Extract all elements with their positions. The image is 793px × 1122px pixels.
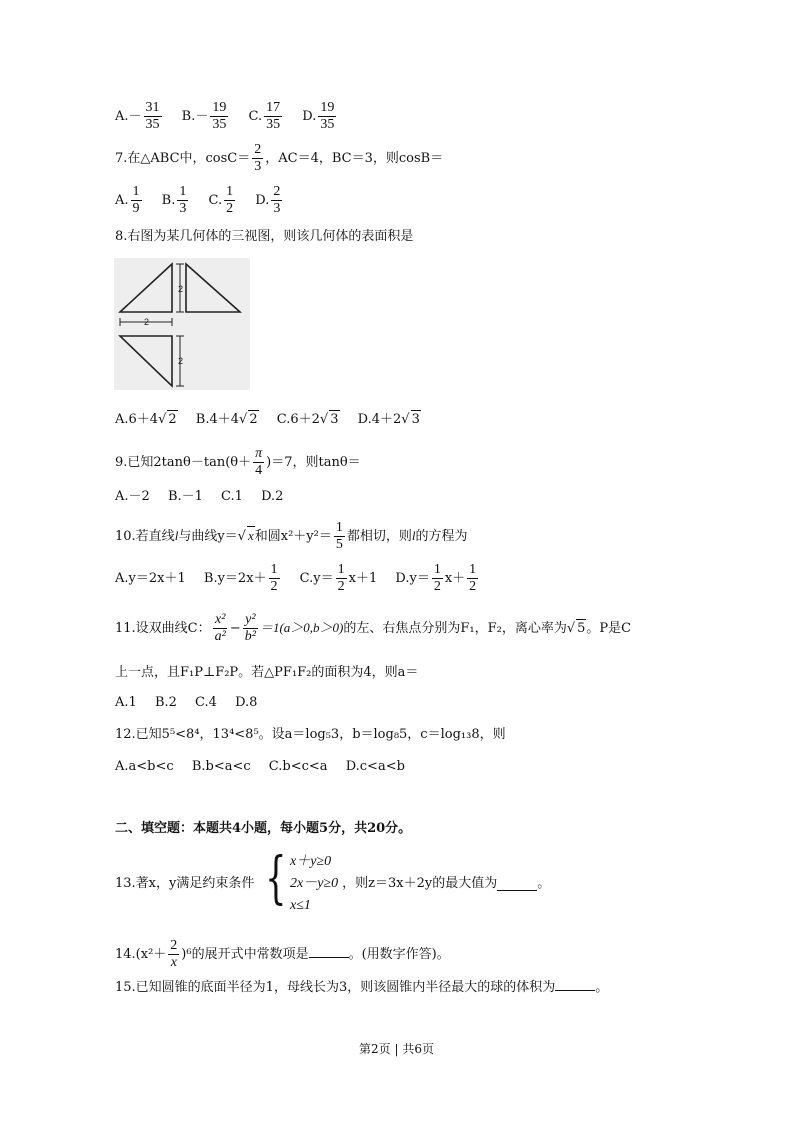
q11-options	[115, 694, 271, 712]
q10-option-c: C.y＝ $\frac{1}{2}$ x＋1	[299, 562, 378, 594]
answer-blank[interactable]	[555, 978, 595, 991]
q8-option-c: C.6＋2 √ 3	[276, 411, 339, 427]
q6-option-b: B.－ $\frac{19}{35}$	[181, 100, 227, 132]
q9-option-c: C.1	[221, 489, 243, 504]
section-heading: 二、填空题：本题共4小题，每小题5分，共20分。	[115, 821, 412, 836]
q11-option-b: B.2	[154, 695, 177, 710]
q8-options	[115, 410, 435, 429]
q10-option-b: B.y＝2x＋ $\frac{1}{2}$	[203, 562, 278, 594]
q8-stem: 8.右图为某几何体的三视图，则该几何体的表面积是	[115, 229, 414, 244]
q12-option-b: B.b<a<c	[191, 759, 251, 774]
q7-stem: 7.在△ABC中，cosC＝ $\frac{2}{3}$ ，AC＝4，BC＝3，则cosB＝	[115, 142, 444, 174]
q12-option-a: A.a<b<c	[115, 759, 174, 774]
q10-options	[115, 562, 494, 595]
q11-option-a: A.1	[115, 695, 137, 710]
q9-stem: 9.已知2tanθ－tan(θ＋ $\frac{\pi}{4}$ )＝7，则tanθ＝	[115, 446, 361, 478]
q6-option-d: D. $\frac{19}{35}$	[302, 100, 335, 132]
answer-blank[interactable]	[309, 945, 349, 958]
q14-stem: 14.(x²＋ $\frac{2}{x}$ )⁶的展开式中常数项是 。(用数字作答)。	[115, 938, 450, 970]
answer-blank[interactable]	[497, 878, 537, 891]
q12-options	[115, 758, 419, 776]
q7-option-b: B. $\frac{1}{3}$	[161, 184, 187, 216]
q6-option-a: A.－ $\frac{31}{35}$	[115, 100, 160, 132]
dim-label-height: 2	[178, 284, 184, 294]
q9-option-a: A.－2	[115, 489, 150, 504]
q13-stem: 13.著x，y满足约束条件 { x＋y≥0 2x－y≥0 x≤1 ，则z＝3x＋2y的最大值为 。	[115, 848, 550, 920]
constraint-system: { x＋y≥0 2x－y≥0 x≤1	[265, 846, 339, 913]
q11-option-c: C.4	[195, 695, 217, 710]
dim-label-depth: 2	[178, 356, 184, 366]
q12-option-d: D.c<a<b	[345, 759, 405, 774]
q9-option-d: D.2	[261, 489, 284, 504]
q10-option-d: D.y＝ $\frac{1}{2}$ x＋ $\frac{1}{2}$	[395, 562, 477, 594]
q7-option-c: C. $\frac{1}{2}$	[208, 184, 234, 216]
q8-option-a: A.6＋4 √ 2	[115, 411, 177, 427]
page-footer: 第2页 | 共6页	[359, 1042, 434, 1056]
q6-option-c: C. $\frac{17}{35}$	[248, 100, 281, 132]
q8-option-b: B.4＋4 √ 2	[195, 411, 258, 427]
q7-options	[115, 184, 298, 217]
q7-option-a: A. $\frac{1}{9}$	[115, 184, 140, 216]
q10-option-a: A.y＝2x＋1	[115, 570, 186, 586]
q11-line2: 上一点，且F₁P⊥F₂P。若△PF₁F₂的面积为4，则a＝	[115, 665, 419, 680]
q9-options	[115, 488, 297, 506]
dim-label-width: 2	[144, 317, 150, 327]
q12-stem: 12.已知5⁵<8⁴，13⁴<8⁵。设a＝log₅3，b＝log₈5，c＝log₁₃8，则	[115, 727, 506, 742]
q11-option-d: D.8	[235, 695, 258, 710]
q6-options	[115, 100, 352, 133]
q9-option-b: B.－1	[167, 489, 203, 504]
q8-option-d: D.4＋2 √ 3	[357, 411, 420, 427]
q12-option-c: C.b<c<a	[268, 759, 328, 774]
three-view-figure	[114, 258, 250, 390]
q7-option-d: D. $\frac{2}{3}$	[255, 184, 281, 216]
q10-stem: 10.若直线l与曲线y＝√ x和圆x²＋y²＝ $\frac{1}{5}$ 都相切，则l的方程为	[115, 520, 468, 552]
q11-stem: 11.设双曲线C： $\frac{\text{x²}}{\text{a²}}$ − $\frac{\text{y²}}{\text{b²}}$ ＝1(a＞0,b＞0)的左、右焦点分别为F₁，F₂，离心率为√ 5。P是C	[115, 612, 632, 644]
q15-stem: 15.已知圆锥的底面半径为1，母线长为3，则该圆锥内半径最大的球的体积为 。	[115, 980, 609, 995]
